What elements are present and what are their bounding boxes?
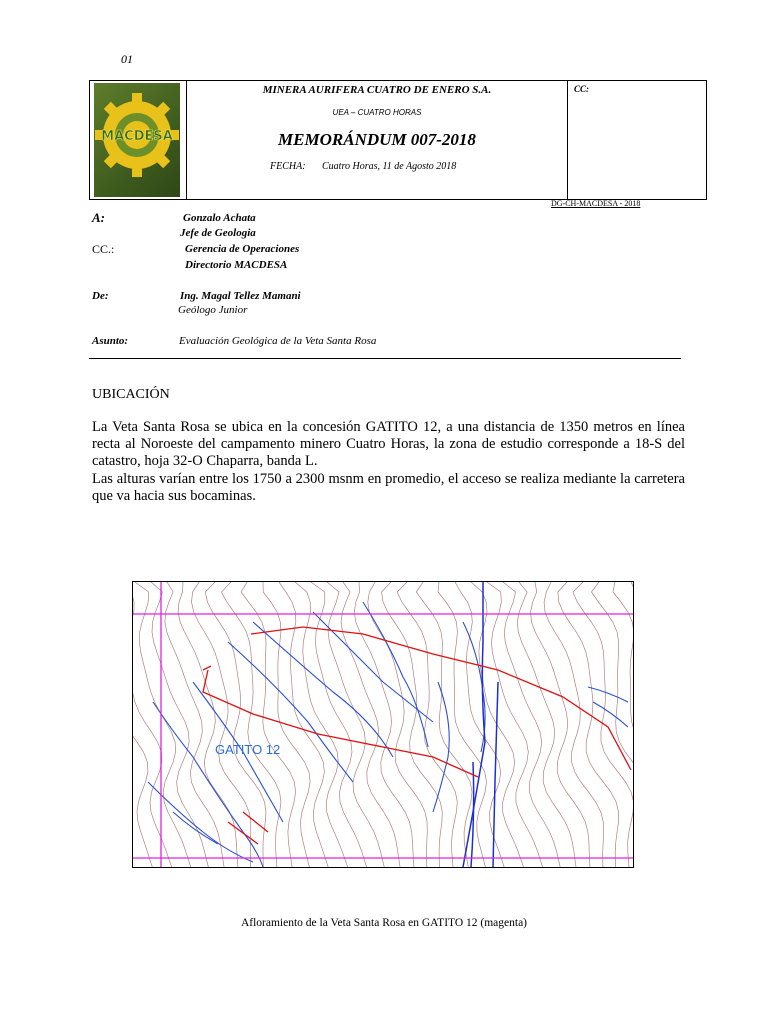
subject-value: Evaluación Geológica de la Veta Santa Rosa <box>179 335 377 347</box>
contour-line <box>438 582 487 867</box>
cc-line-2: Directorio MACDESA <box>185 259 288 271</box>
company-name: MINERA AURIFERA CUATRO DE ENERO S.A. <box>262 84 492 96</box>
concession-boundary <box>133 582 633 867</box>
contour-line <box>531 582 591 867</box>
cc-box-label: CC: <box>574 84 590 94</box>
contour-line <box>151 582 210 867</box>
header-divider <box>567 81 568 199</box>
gear-logo-icon <box>94 83 180 197</box>
subject-label: Asunto: <box>92 335 129 347</box>
map-canvas <box>133 582 633 867</box>
contour-line <box>471 582 525 867</box>
memo-title: MEMORÁNDUM 007-2018 <box>278 130 476 149</box>
topographic-map <box>132 581 634 868</box>
separator-line <box>89 358 681 359</box>
contour-line <box>544 582 604 867</box>
page-number: 01 <box>121 52 133 66</box>
svg-text:MACDESA: MACDESA <box>101 129 173 144</box>
figure-caption: Afloramiento de la Veta Santa Rosa en GATITO 12 (magenta) <box>240 917 528 929</box>
paragraph-location: La Veta Santa Rosa se ubica en la concesión GATITO 12, a una distancia de 1350 metros en línea recta al Noroeste del campamento minero Cuatro Horas, la zona de estudio corresponde a 18-S del catastro, hoja 32-O Chaparra, banda L. <box>92 419 685 469</box>
contour-line <box>311 582 368 867</box>
contour-line <box>558 582 619 867</box>
contour-line <box>341 582 401 867</box>
contour-line <box>573 582 633 867</box>
contour-line <box>455 582 506 867</box>
contour-line <box>354 582 414 867</box>
document-code: DG-CH-MACDESA - 2018 <box>551 199 641 208</box>
cc-label: CC.: <box>92 242 115 256</box>
cc-line-1: Gerencia de Operaciones <box>185 243 300 255</box>
from-label: De: <box>92 290 109 302</box>
contour-line <box>592 582 634 867</box>
contour-line <box>133 582 154 867</box>
date-value: Cuatro Horas, 11 de Agosto 2018 <box>322 161 457 172</box>
paragraph-altitude: Las alturas varían entre los 1750 a 2300 msnm en promedio, el acceso se realiza mediante la carretera que va hacia sus bocaminas. <box>92 471 685 504</box>
unit-name: UEA – CUATRO HORAS <box>332 108 422 117</box>
veta-santa-rosa <box>203 627 631 844</box>
to-name: Gonzalo Achata <box>183 212 256 224</box>
to-role: Jefe de Geologia <box>180 227 256 239</box>
from-name: Ing. Magal Tellez Mamani <box>180 290 301 302</box>
company-logo <box>94 83 180 197</box>
date-label: FECHA: <box>270 161 306 172</box>
to-label: A: <box>92 210 105 225</box>
from-role: Geólogo Junior <box>178 304 248 316</box>
memo-header <box>89 80 707 200</box>
contour-line <box>416 582 472 867</box>
contour-line <box>135 582 193 867</box>
concession-label: GATITO 12 <box>215 742 281 757</box>
section-title: UBICACIÓN <box>92 387 170 402</box>
road <box>463 582 498 867</box>
contour-line <box>487 582 544 867</box>
